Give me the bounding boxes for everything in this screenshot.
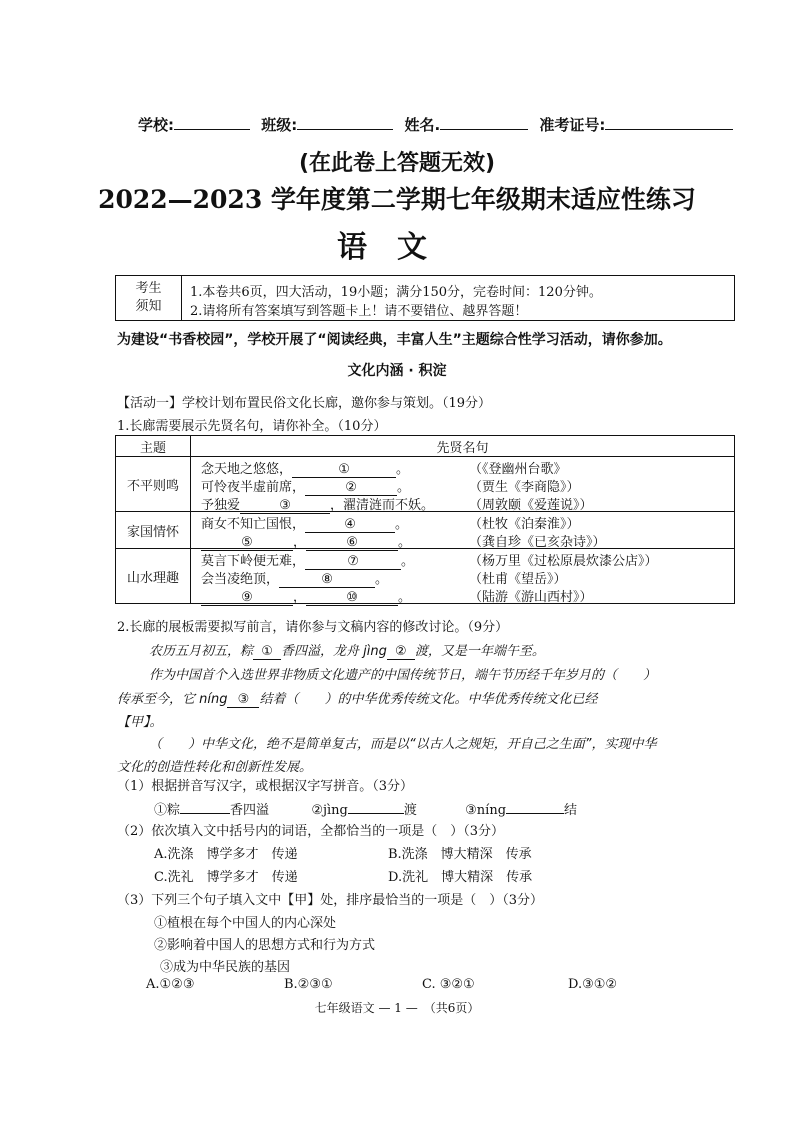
subject-title: 语文 [337, 230, 457, 265]
ticket-label: 准考证号: [539, 116, 606, 134]
sentence-item: ③成为中华民族的基因 [160, 960, 291, 975]
answer-blank[interactable] [180, 798, 230, 814]
name-label: 姓名. [404, 116, 441, 134]
passage-line: 文化的创造性转化和创新性发展。 [117, 760, 313, 775]
passage-line: 【甲】。 [117, 715, 163, 730]
answer-blank[interactable] [506, 798, 564, 814]
answer-blank[interactable]: ② [387, 644, 415, 660]
answer-blank[interactable]: ③ [240, 498, 330, 514]
class-field[interactable] [297, 115, 393, 130]
sentence-item: ②影响着中国人的思想方式和行为方式 [154, 938, 376, 953]
option-c[interactable]: C.洗礼 博学多才 传递 [154, 870, 298, 885]
quote-row: 可怜夜半虚前席， ② 。 （贾生《李商隐》） [201, 480, 580, 495]
option-d[interactable]: D.洗礼 博大精深 传承 [388, 870, 533, 885]
option-a[interactable]: A.①②③ [146, 977, 195, 992]
student-info-line [138, 114, 739, 135]
table-row [116, 457, 735, 512]
option-b[interactable]: B.洗涤 博大精深 传承 [388, 847, 532, 862]
answer-blank[interactable]: ⑩ [306, 590, 398, 606]
school-label: 学校: [138, 116, 174, 134]
sentence-item: ①植根在每个中国人的内心深处 [154, 916, 337, 931]
passage-line: 传承至今，它 níng ③ 结着（ ）的中华优秀传统文化。中华优秀传统文化已经 [117, 692, 598, 707]
sub-question-2: （2）依次填入文中括号内的词语，全都恰当的一项是（ ）（3分） [117, 824, 505, 839]
theme-cell: 家国情怀 [116, 512, 191, 549]
answer-blank[interactable] [348, 798, 404, 814]
ticket-field[interactable] [605, 115, 733, 130]
passage-line: 作为中国首个入选世界非物质文化遗产的中国传统节日，端午节历经千年岁月的（ ） [149, 668, 657, 683]
quote-row: 念天地之悠悠， ① 。 （《登幽州台歌》 [201, 462, 567, 477]
notice-line-2: 2.请将所有答案填写到答题卡上！请不要错位、越界答题！ [190, 304, 528, 319]
answer-blank[interactable]: ④ [305, 517, 395, 533]
theme-cell: 不平则鸣 [116, 457, 191, 512]
class-label: 班级: [261, 116, 298, 134]
sub-question-3: （3）下列三个句子填入文中【甲】处，排序最恰当的一项是（ ）（3分） [117, 893, 544, 908]
answer-blank[interactable]: ① [253, 644, 281, 660]
quote-row: ⑨ ， ⑩ 。 （陆游《游山西村》） [191, 585, 734, 603]
answer-blank[interactable]: ⑥ [306, 535, 398, 551]
invalid-note: (在此卷上答题无效) [298, 151, 496, 176]
passage-line: （ ）中华文化，绝不是简单复古，而是以“以古人之规矩，开自己之生面”，实现中华 [149, 737, 657, 752]
exam-title: 2022—2023 学年度第二学期七年级期末适应性练习 [98, 185, 696, 214]
school-field[interactable] [174, 115, 250, 130]
passage-line: 农历五月初五，粽 ① 香四溢，龙舟 jìng ② 渡，又是一年端午至。 [149, 644, 545, 659]
name-field[interactable] [440, 115, 528, 130]
answer-blank[interactable]: ⑨ [201, 590, 293, 606]
activity-1-heading: 【活动一】学校计划布置民俗文化长廊，邀你参与策划。（19分） [117, 396, 492, 411]
notice-label: 考生 须知 [116, 276, 182, 320]
option-b[interactable]: B.②③① [284, 977, 333, 992]
page-footer: 七年级语文 — 1 — （共6页） [314, 1001, 480, 1015]
col-theme: 主题 [116, 436, 191, 457]
table-row [116, 512, 735, 549]
sub-question-1-blanks: ①粽 香四溢 ②jìng 渡 ③níng 结 [154, 798, 577, 818]
quote-row: 商女不知亡国恨， ④ 。 （杜牧《泊秦淮》） [201, 517, 580, 532]
option-a[interactable]: A.洗涤 博学多才 传递 [154, 847, 298, 862]
table-row [116, 549, 735, 604]
answer-blank[interactable]: ⑤ [201, 535, 293, 551]
intro-text: 为建设“书香校园”，学校开展了“阅读经典，丰富人生”主题综合性学习活动，请你参加。 [117, 332, 672, 348]
answer-blank[interactable]: ③ [227, 692, 259, 708]
answer-blank[interactable]: ① [292, 462, 396, 478]
quotes-table [115, 435, 735, 604]
question-1-stem: 1.长廊需要展示先贤名句，请你补全。（10分） [117, 419, 387, 434]
quote-row: ⑤ ， ⑥ 。 （龚自珍《已亥杂诗》） [191, 530, 734, 548]
answer-blank[interactable]: ⑧ [279, 572, 375, 588]
quote-row: 予独爱 ③ ，濯清涟而不妖。 （周敦颐《爱莲说》） [201, 498, 593, 513]
option-c[interactable]: C. ③②① [422, 977, 475, 992]
quote-row: 会当凌绝顶， ⑧ 。 （杜甫《望岳》） [201, 572, 567, 587]
notice-box [115, 275, 735, 321]
answer-blank[interactable]: ⑦ [305, 554, 401, 570]
option-d[interactable]: D.③①② [568, 977, 618, 992]
answer-blank[interactable]: ② [305, 480, 397, 496]
sub-question-1: （1）根据拼音写汉字，或根据汉字写拼音。（3分） [117, 779, 414, 794]
col-quote: 先贤名句 [191, 436, 735, 457]
theme-cell: 山水理趣 [116, 549, 191, 604]
question-2-stem: 2.长廊的展板需要拟写前言，请你参与文稿内容的修改讨论。（9分） [117, 620, 509, 635]
section-title: 文化内涵 · 积淀 [347, 363, 447, 379]
quote-row: 莫言下岭便无难， ⑦ 。 （杨万里《过松原晨炊漆公店》） [201, 554, 658, 569]
notice-line-1: 1.本卷共6页，四大活动，19小题；满分150分，完卷时间：120分钟。 [190, 285, 602, 300]
